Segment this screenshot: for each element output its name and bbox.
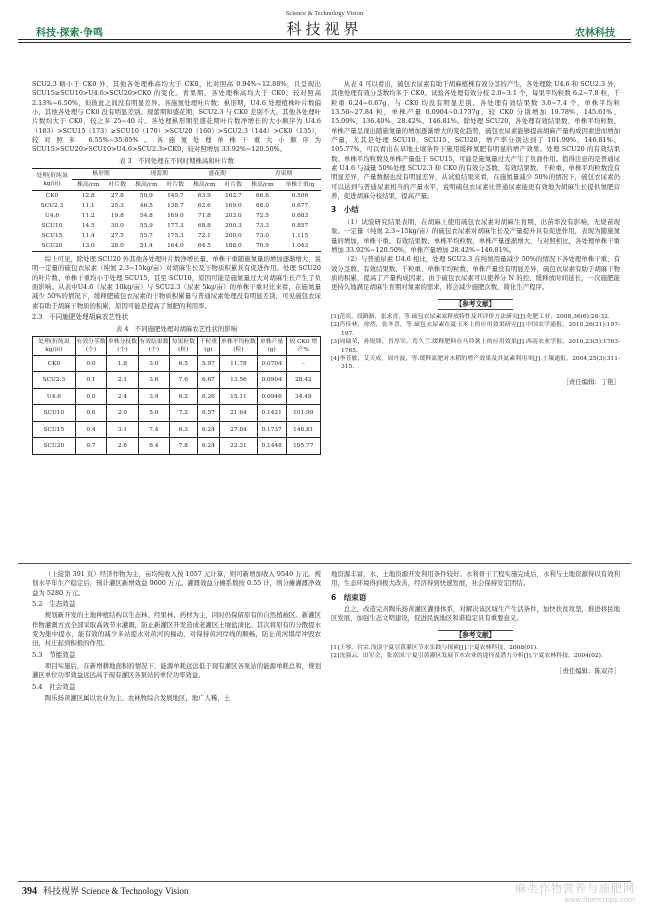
table-cell: 177.3: [167, 223, 184, 230]
table-cell: 55.7: [139, 233, 153, 240]
table-row: [33, 405, 321, 422]
table-cell: 7.6: [170, 372, 197, 389]
treatment-cell: SCU15: [33, 421, 76, 438]
table-cell: 3.6: [138, 372, 169, 389]
body-paragraph: 规划新开发的土地种植结构以生态林、经果林、药材为主，同时仍保留原有的自然植被区。新灌区作物灌溉方式全部采取高效节水灌溉，防止新灌区开发造成老灌区土壤盐渍化。其次将原有的分散提水变为集中提水，能有效的减少多站提水对黄河的撞动，对保持黄河岸线的顺畅，防止黄河塌岸冲毁农田，村庄起到积极的作用。: [32, 611, 321, 648]
table-cell: 169.0: [167, 213, 184, 220]
table-cell: 13.0: [81, 243, 95, 250]
table-row: [33, 421, 321, 438]
table-cell: 51.4: [139, 243, 153, 250]
table-cell: 7.4: [138, 421, 169, 438]
table-3: [32, 168, 321, 252]
table-cell: 28.42: [286, 372, 320, 389]
table-cell: 2.6: [107, 438, 138, 455]
treatment-cell: SCU2.3: [40, 203, 64, 210]
table-cell: 6.5: [170, 355, 197, 372]
table-cell: 63.9: [197, 193, 211, 200]
table-4-column-header: 单株平均粒数(粒): [220, 336, 257, 355]
table-cell: 6.57: [197, 405, 220, 422]
table-row: [32, 231, 321, 241]
table-cell: 7.8: [170, 438, 197, 455]
section-heading: 5.3 节能效益: [32, 650, 76, 659]
table-cell: 200.0: [225, 233, 242, 240]
masthead-section-name: 农林科技: [575, 28, 615, 39]
treatment-cell: CK0: [33, 355, 76, 372]
left-column-bottom: [32, 570, 321, 703]
references-heading: 【参考文献】: [331, 299, 620, 310]
treatment-cell: SCU10: [41, 223, 63, 230]
table-3-sub-header: 株高/cm: [130, 180, 163, 191]
table-cell: 203.0: [225, 213, 242, 220]
table-cell: 164.0: [167, 243, 184, 250]
table-cell: 66.6: [255, 193, 269, 200]
table-cell: 2.0: [107, 405, 138, 422]
table-cell: 1.043: [291, 243, 309, 250]
table-3-sub-header: 单株干重/g: [279, 180, 321, 191]
section-heading: 6 结束语: [331, 592, 367, 602]
body-paragraph: 从表 4 可以看出，硫包衣尿素有助于胡麻植株有效分茎的产生，各处理除 U4.6 和 SCU2.3 外，其他处理有效分茎数均多于 CK0。试验各处理有效分枝 2.0~3.1 个，每果平均粒数 6.2~7.8 粒，千粒重 6.24~6.67g，与 CK0 均没有明显差别。各处理有效结果数 3.6~7.4 个，单株平均粒 13.56~27.84 粒，单株产量 0.0904~0.1737g，较 CK0 分别增加 19.78%、145.61%、15.09%、136.40%、28.42%、146.81%。除处理 SCU20，各处理有效结果数、单株平均粒数、单株产量呈现出随施氮量的增加逐渐增大的变化趋势，硫包衣尿素能够提高胡麻产量构成因素进而增加产量，尤其是处理 SCU10、SCU15、SCU20，增产率分别达到了 101.99%、146.81%、105.77%，可以看出在旱地土壤条件下施用缓释氮肥有明显的增产效果。处理 SCU20 的有效结果数、单株平均粒数及单株产量低于 SCU15，可能是施氮量过大产生了负面作用。值得注意的是普通尿素 U4.6 与减量 50%处理 SCU2.3 和 CK0 的有效分茎数、有效结果数、千粒重、单株平均粒数没有明显差异，产量数据也没有明显差异，从试验结果来看，在施氮量减少 50%的情况下，硫包衣尿素仍可以达到与普通尿素相当的产量水平，说明硫包衣尿素比普通尿素能更有效地为胡麻生长提供氮肥营养，促进胡麻分枝结果，提高产量。: [331, 80, 620, 201]
table-cell: 5.97: [197, 355, 220, 372]
table-cell: 0.0: [75, 355, 106, 372]
table-cell: 0.677: [291, 203, 309, 210]
table-3-sub-header: 株高/cm: [72, 180, 105, 191]
table-row: [32, 211, 321, 221]
references-heading: 【参考文献】: [331, 630, 620, 641]
table-4-column-header: 单株分枝数(个): [107, 336, 138, 355]
table-cell: 68.0: [255, 203, 269, 210]
body-paragraph: 综上可见，除处理 SCU20 外其他各处理叶片数净增长量、单株干重随施氮量的增加逐渐增大，说明一定量的硫包衣尿素（纯氮 2.3~15kg/亩）对胡麻生长及干物质积累具有促进作用。处理 SCU20 的叶片数、单株干重均小于处理 SCU15，甚至 SCU10，原因可能是施氮量过大对胡麻生长产生了负面影响。从表中U4.6（尿素 10kg/亩）与 SCU2.3（尿素 5kg/亩）的单株干重对比来看，在施氮量减少 50%的情况下，缓释肥硫包衣尿素的干物质积累量与普通尿素处理没有明显差别，可见硫包衣尿素有助于胡麻干物质的积累，原因可能是提高了氮肥的利用率。: [32, 255, 321, 310]
table-cell: 0.0904: [257, 372, 286, 389]
table-cell: 0.1448: [257, 438, 286, 455]
table-cell: 200.3: [225, 223, 242, 230]
table-cell: 3.9: [138, 388, 169, 405]
table-cell: 55.9: [139, 223, 153, 230]
table-cell: 25.3: [110, 203, 124, 210]
table-cell: 169.0: [225, 203, 242, 210]
table-cell: 162.7: [225, 193, 242, 200]
table-cell: 3.1: [107, 421, 138, 438]
table-row: [32, 201, 321, 211]
table-3-corner-header: 处理(折纯氮 kg/亩): [32, 169, 72, 191]
masthead-rule: [18, 39, 631, 40]
table-cell: 188.0: [225, 243, 242, 250]
table-row: [33, 372, 321, 389]
table-cell: 0.6: [75, 405, 106, 422]
treatment-cell: U4.6: [44, 213, 60, 220]
table-cell: 6.67: [197, 372, 220, 389]
table-cell: 11.2: [81, 213, 95, 220]
table-4-caption: 表 4 不同施肥处理对胡麻农艺性状的影响: [115, 324, 238, 333]
table-cell: 50.9: [139, 193, 153, 200]
table-3-sub-header: 叶片数: [221, 180, 246, 191]
table-cell: 34.49: [286, 388, 320, 405]
table-3-sub-header: 叶片数: [105, 180, 130, 191]
masthead-english-title: Science & Technology Vision: [285, 10, 364, 17]
table-cell: 2.1: [107, 372, 138, 389]
table-cell: 73.3: [255, 223, 269, 230]
body-paragraph: （1）试验研究结果表明，在胡麻上使用硫包衣尿素对胡麻生育期、出苗率没有影响，无烧苗现象。一定量（纯氮 2.3~15kg/亩）的硫包衣尿素对胡麻生长及产量提升具有促进作用，表现为随施氮量的增加，单株干重、有效结果数、单株平均粒数、单株产量逐渐增大，与对照相比，各处理单株干重增加 33.92%~120.50%，单株产量增加 28.42%~146.81%。: [331, 217, 620, 254]
responsible-editor: ［责任编辑：丁艳］: [562, 377, 620, 386]
section-heading: 2.3 不同施肥处理胡麻农艺性状: [32, 313, 129, 322]
table-cell: 11.78: [220, 355, 257, 372]
treatment-cell: U4.6: [33, 388, 76, 405]
page-footer: [22, 884, 188, 897]
table-4: [32, 336, 321, 455]
table-3-sub-header: 株高/cm: [188, 180, 221, 191]
right-column-bottom: [331, 570, 620, 676]
table-cell: 0.7: [75, 438, 106, 455]
table-4-column-header: 每果粒数(粒): [170, 336, 197, 355]
table-cell: 0.4: [75, 421, 106, 438]
table-3-period-header: 盛花期: [188, 169, 246, 180]
table-row: [33, 388, 321, 405]
table-cell: 1.115: [291, 233, 309, 240]
table-row: [33, 355, 321, 372]
table-cell: 0.857: [291, 223, 309, 230]
table-cell: 138.7: [167, 203, 184, 210]
table-3-period-header: 青果期: [246, 169, 321, 180]
table-cell: 6.24: [197, 421, 220, 438]
table-cell: 7.2: [170, 405, 197, 422]
table-4-column-header: 有效结果数(个): [138, 336, 169, 355]
right-column-top: [331, 80, 620, 387]
masthead: [18, 10, 631, 58]
reference-entry: [3]周瑞荣，孙锐锋，肖厚军，苟久兰.缓释肥料在马铃薯上的应用效果[J].西南农业学报，2010,23(5):1763-1765.: [331, 339, 620, 354]
table-cell: 6.24: [197, 438, 220, 455]
body-paragraph: （2）与普通尿素 U4.6 相比，处理 SCU2.3 在纯氮用量减少 50%的情况下各处理单株干重、有效分茎数、有效结果数、千粒重、单株平均粒数、单株产量没有明显差异，硫包衣尿素有助于胡麻干物质的积累，提高了产量构成因素。由于硫包衣尿素可以使养分 N 的控、缓释放时间延长，一次施肥能更持久地满足胡麻生育期对氮素的需求，将会减少施肥次数，简化生产程序。: [331, 255, 620, 292]
table-cell: 22.31: [220, 438, 257, 455]
table-cell: 11.1: [81, 203, 95, 210]
table-3-sub-header: 叶片数: [163, 180, 188, 191]
table-cell: 19.8: [110, 213, 124, 220]
table-3-caption: 表 3 不同处理在不同时期株高和叶片数: [119, 156, 234, 165]
table-cell: 11.4: [81, 233, 95, 240]
reference-entry: [1]范宾，段路路，张求喜，等.硫包衣尿素氮释放特性及其评价方法研究[J].化肥工业，2008,36(6):28-32.: [331, 313, 610, 320]
reference-entry: [1]王琴，宫宗.浅谈宁夏引黄灌区节水实践与探索[J].宁夏农林科技，2008(01).: [331, 645, 539, 652]
table-cell: 175.3: [167, 233, 184, 240]
table-cell: 46.5: [139, 203, 153, 210]
table-cell: 3.0: [138, 355, 169, 372]
table-cell: 27.5: [110, 233, 124, 240]
section-heading: 5.2 生态效益: [32, 600, 76, 609]
masthead-chinese-title: 科技视界: [286, 20, 363, 38]
table-cell: 6.4: [138, 438, 169, 455]
body-paragraph: 陶乐扬黄灌区属以农业为主、农林牧综合发展地区，地广人稀，土: [44, 694, 231, 703]
table-cell: 13.56: [220, 372, 257, 389]
references-list: [331, 644, 620, 661]
table-cell: 28.0: [110, 243, 124, 250]
body-paragraph: 总之，改造完善陶乐扬黄灌区灌排体系，对解决该区域生产生活条件，加快扶贫攻坚，推进移民地区发展，加强生态文明建设，促进民族地区和谐稳定具有重要意义。: [331, 605, 620, 623]
masthead-rule-thin: [18, 42, 631, 43]
table-cell: 0.1737: [257, 421, 286, 438]
table-row: [32, 191, 321, 202]
table-4-column-header: 单株产量(g): [257, 336, 286, 355]
watermark-site-name: 麻类作物营养与施肥网: [515, 882, 635, 895]
treatment-cell: SCU20: [33, 438, 76, 455]
reference-entry: [2]沈强云，田军会，张富国.宁夏引黄灌区发展节水农业的途径及潜力分析[J].宁夏农林科技，2004(02).: [331, 653, 603, 660]
table-cell: 70.9: [255, 243, 269, 250]
body-paragraph: 项目实施后，在新增耕地面积的情况下，能源单耗远远低于现有灌区各泵站的能源单耗总和，规划灌区单位功率效益远远高于现有灌区各泵站的单位功率效益。: [32, 662, 321, 680]
table-cell: 54.8: [139, 213, 153, 220]
table-cell: 0.0: [75, 388, 106, 405]
treatment-cell: CK0: [45, 193, 59, 200]
treatment-cell: SCU2.3: [33, 372, 76, 389]
table-4-column-header: 较 CK0 增产%: [286, 336, 320, 355]
treatment-cell: SCU10: [33, 405, 76, 422]
table-cell: 0.1421: [257, 405, 286, 422]
table-4-column-header: 千粒重(g): [197, 336, 220, 355]
watermark-url: www.fibercrops.com: [564, 896, 635, 904]
table-cell: 105.77: [286, 438, 320, 455]
treatment-cell: SCU15: [41, 233, 63, 240]
table-cell: 101.99: [286, 405, 320, 422]
table-3-period-header: 现蕾期: [130, 169, 188, 180]
table-cell: 6.26: [197, 388, 220, 405]
table-cell: 145.7: [167, 193, 184, 200]
table-cell: 6.3: [170, 421, 197, 438]
references-list: [331, 313, 620, 372]
table-4-column-header: 有效分茎数(个): [75, 336, 106, 355]
body-paragraph: （上接第 391 页）经济作物为主，亩均纯收入按 1057 元计算，则可新增加收入 9540 万元。规划水平年生产稳定后，预计灌区新增效益 9600 万元。灌溉效益分摊系数按 0.55 计，则分摊灌溉净效益为 5280 万元。: [32, 570, 321, 597]
site-watermark: [515, 880, 635, 904]
section-heading: 3 小结: [331, 205, 359, 215]
masthead-slogan: 科技·探索·争鸣: [36, 28, 103, 39]
section-heading: 5.4 社会效益: [32, 682, 76, 691]
table-cell: 15.11: [220, 388, 257, 405]
table-row: [32, 221, 321, 231]
footer-journal-name: 科技视界 Science & Technology Vision: [43, 886, 189, 896]
table-cell: 6.2: [170, 388, 197, 405]
table-cell: 27.8: [110, 193, 124, 200]
page-number: 394: [22, 886, 37, 897]
table-3-period-header: 枞形期: [72, 169, 130, 180]
reference-entry: [4]李芳敏，艾天成，周丹波，等.缓释氮肥对水稻的增产效果及其氮素利用率[J].土壤通报，2004,25(3):311-315.: [331, 355, 620, 371]
table-cell: 68.8: [197, 223, 211, 230]
table-4-column-header: 处理(折纯氮 kg/亩): [33, 336, 76, 355]
body-paragraph: 地资源丰富，水、土地资源开发利用条件较好。水利骨干工程实施完成后，水利与土地资源得以有效利用，生态环境得到极大改善，经济得到快速发展，社会保持安定团结。: [331, 570, 620, 588]
body-paragraph: SCU2.3 略小于 CK0 外，其他各处理株高均大于 CK0，比对照高 0.94%~12.88%，且呈现出 SCU15≥SCU10>U4.6>SCU20>CK0 的变化。青果期，各处理株高均大于 CK0，较对照高 2.13%~6.50%，但彼此之间没有明显差异。各施氮处理叶片数：枞形期，U4.6 处理植株叶片数偏小，其他各处理与 CK0 没有明显差别。现蕾期和盛花期，SCU2.3 与 CK0 差别不大，其他各处理叶片数均大于 CK0，较之多 25~40 片。各处理枞形期至盛花期叶片数净增长的大小顺序为 U4.6（183）>SCU15（173）≥SCU10（170）>SCU20（160）>SCU2.3（144）>CK0（135），较对照多 6.55%~35.85%。各施氮处理单株干重大小顺序为 SCU15>SCU20>SCU10>U4.6>SCU2.3>CK0，较对照增加 33.92%~120.50%。: [32, 80, 321, 154]
table-cell: 5.0: [138, 405, 169, 422]
reference-entry: [2]肖佳林，徐然，张冬喜，等.硫包衣尿素在夏玉米上的应用效果研究[J].中国农学通报，2010,26(21):197-197.: [331, 322, 620, 337]
table-cell: 12.8: [81, 193, 95, 200]
table-cell: 73.0: [255, 233, 269, 240]
responsible-editor: ［责任编辑：陈双芹］: [556, 666, 620, 675]
table-cell: 1.8: [107, 355, 138, 372]
table-cell: 14.5: [81, 223, 95, 230]
table-cell: –: [286, 355, 320, 372]
table-cell: 0.1: [75, 372, 106, 389]
table-cell: 146.81: [286, 421, 320, 438]
table-cell: 62.6: [197, 203, 211, 210]
table-cell: 0.683: [291, 213, 309, 220]
table-cell: 2.4: [107, 388, 138, 405]
table-cell: 0.0946: [257, 388, 286, 405]
table-cell: 71.8: [197, 213, 211, 220]
table-3-sub-header: 株高/cm: [246, 180, 279, 191]
table-cell: 0.0704: [257, 355, 286, 372]
table-row: [32, 241, 321, 252]
table-cell: 30.0: [110, 223, 124, 230]
article-divider: [18, 563, 631, 564]
table-cell: 0.506: [291, 193, 309, 200]
table-cell: 64.5: [197, 243, 211, 250]
table-cell: 72.1: [197, 233, 211, 240]
table-row: [33, 438, 321, 455]
table-cell: 21.64: [220, 405, 257, 422]
left-column-top: [32, 80, 321, 455]
treatment-cell: SCU20: [41, 243, 63, 250]
table-cell: 72.5: [255, 213, 269, 220]
table-cell: 27.84: [220, 421, 257, 438]
